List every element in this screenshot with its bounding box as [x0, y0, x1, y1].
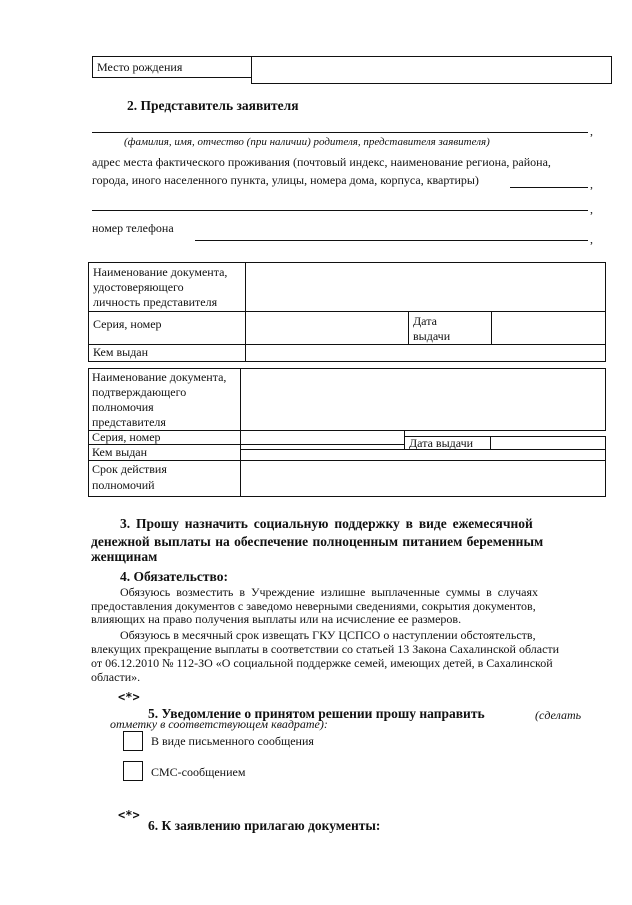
authority-validity-l1: Срок действия: [92, 462, 167, 476]
section6-stamp: <*>: [118, 808, 140, 822]
address-line-1[interactable]: [510, 187, 588, 188]
section4-p1-l2: предоставления документов с заведомо неверными сведениями, сокрытия документов,: [91, 599, 536, 613]
identity-docname-l1: Наименование документа,: [93, 265, 228, 279]
comma-2: ,: [590, 177, 593, 191]
phone-line[interactable]: [195, 240, 588, 241]
authority-docname-l1: Наименование документа,: [92, 370, 227, 384]
birthplace-value-cell[interactable]: [251, 56, 612, 84]
section3-line3: женщинам: [91, 549, 158, 564]
section4-p2-l3: от 06.12.2010 № 112-ЗО «О социальной поддержке семей, имеющих детей, в Сахалинской: [91, 656, 553, 670]
identity-series-label: Серия, номер: [93, 317, 162, 331]
comma-3: ,: [590, 202, 593, 216]
section4-title: 4. Обязательство:: [120, 569, 228, 584]
authority-series-value-cell[interactable]: [240, 430, 405, 445]
authority-docname-l2: подтверждающего: [92, 385, 187, 399]
authority-validity-l2: полномочий: [92, 478, 155, 492]
section5-note-l1: (сделать: [535, 708, 582, 722]
section3-line1: 3. Прошу назначить социальную поддержку в виде ежемесячной: [120, 516, 533, 531]
birthplace-label: Место рождения: [97, 60, 183, 74]
address-label-line2: города, иного населенного пункта, улицы, номера дома, корпуса, квартиры): [92, 173, 479, 187]
section2-title: 2. Представитель заявителя: [127, 98, 299, 113]
identity-docname-l3: личность представителя: [93, 295, 218, 309]
authority-series-label: Серия, номер: [92, 430, 161, 444]
section4-p1-l3: влияющих на право получения выплаты или на исчисление ее размеров.: [91, 612, 462, 626]
identity-docname-value-cell[interactable]: [245, 262, 606, 312]
identity-issued-value-cell[interactable]: [245, 344, 606, 362]
authority-docname-l4: представителя: [92, 415, 166, 429]
section6-title: 6. К заявлению прилагаю документы:: [148, 818, 381, 833]
option-sms-label: СМС-сообщением: [151, 765, 246, 779]
comma-4: ,: [590, 232, 593, 246]
phone-label: номер телефона: [92, 221, 174, 235]
name-hint: (фамилия, имя, отчество (при наличии) родителя, представителя заявителя): [124, 136, 490, 148]
address-label-line1: адрес места фактического проживания (почтовый индекс, наименование региона, района,: [92, 155, 551, 169]
option-written-checkbox[interactable]: [123, 731, 143, 751]
authority-validity-value-cell[interactable]: [240, 460, 606, 497]
authority-date-value-cell[interactable]: [490, 436, 606, 450]
section5-stamp: <*>: [118, 690, 140, 704]
identity-issued-label: Кем выдан: [93, 345, 149, 359]
section4-p2-l4: области».: [91, 670, 141, 684]
option-sms-checkbox[interactable]: [123, 761, 143, 781]
authority-issued-label: Кем выдан: [92, 445, 148, 459]
section5-title: 5. Уведомление о принятом решении прошу направить: [148, 706, 485, 721]
section3-line2: денежной выплаты на обеспечение полноценным питанием беременным: [91, 534, 544, 549]
comma-1: ,: [590, 124, 593, 138]
section4-p2-l1: Обязуюсь в месячный срок извещать ГКУ ЦСПСО о наступлении обстоятельств,: [120, 628, 536, 642]
authority-docname-value-cell[interactable]: [240, 368, 606, 431]
authority-docname-l3: полномочия: [92, 400, 154, 414]
option-written-label: В виде письменного сообщения: [151, 734, 314, 748]
identity-date-label-l2: выдачи: [413, 329, 451, 343]
identity-docname-l2: удостоверяющего: [93, 280, 184, 294]
address-line-2[interactable]: [92, 210, 588, 211]
identity-date-label-l1: Дата: [413, 314, 437, 328]
representative-name-line[interactable]: [92, 132, 588, 133]
section4-p2-l2: влекущих прекращение выплаты в соответствии со статьей 13 Закона Сахалинской области: [91, 642, 560, 656]
authority-date-label: Дата выдачи: [409, 436, 474, 450]
identity-series-value-cell[interactable]: [245, 311, 409, 345]
identity-date-value-cell[interactable]: [491, 311, 606, 345]
section4-p1-l1: Обязуюсь возместить в Учреждение излишне выплаченные суммы в случаях: [120, 585, 539, 599]
section5-note-l2: отметку в соответствующем квадрате):: [110, 717, 328, 731]
